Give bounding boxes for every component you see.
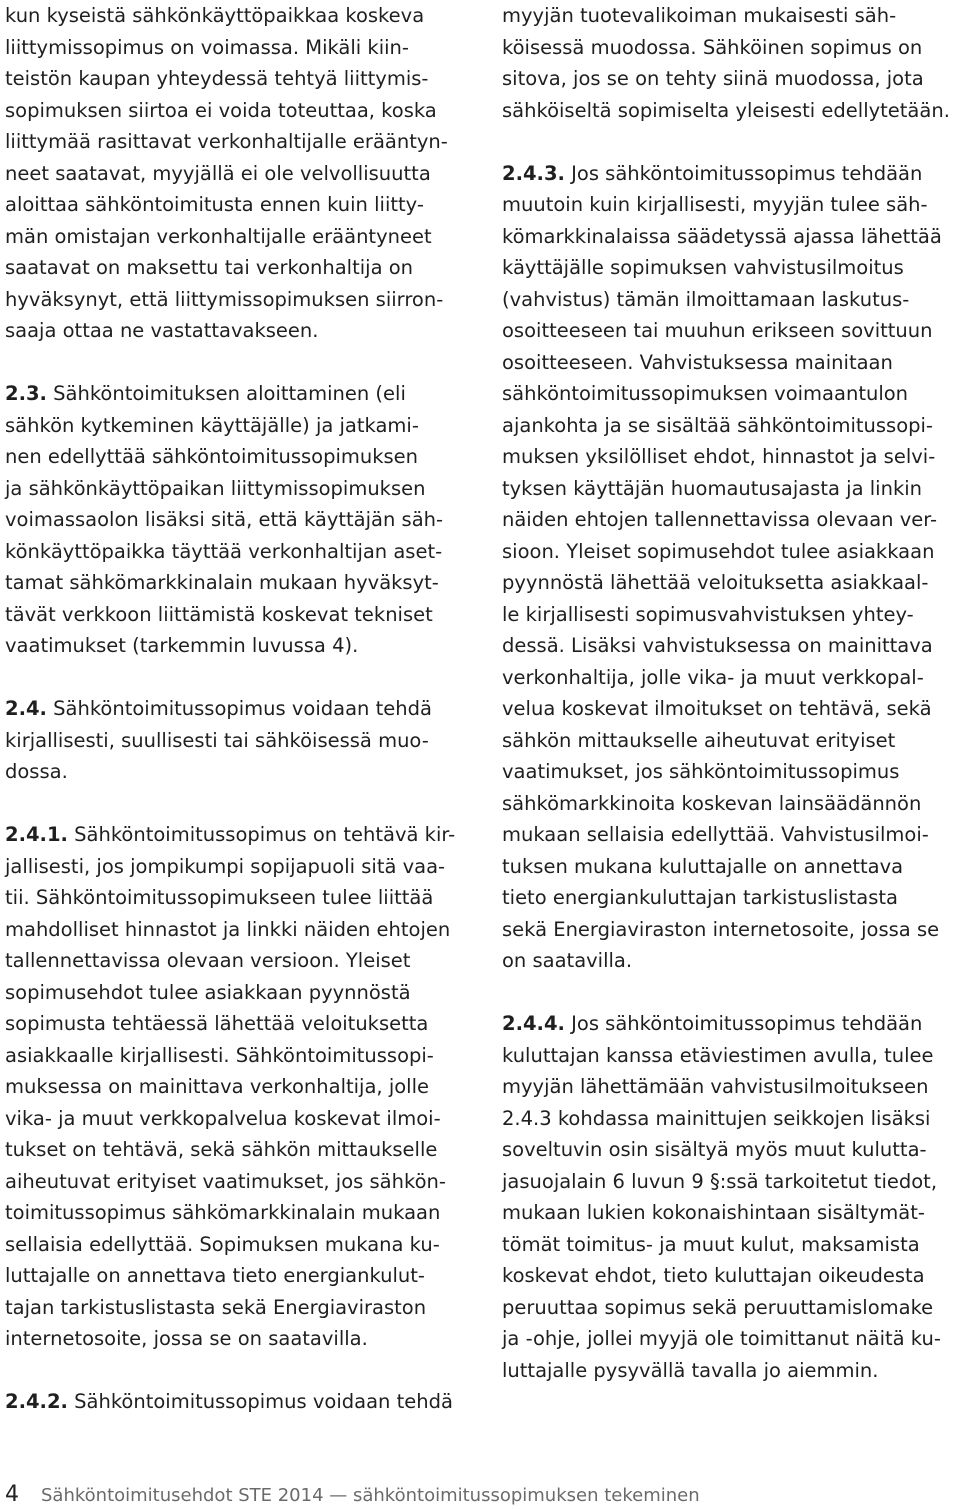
text-line [5, 378, 467, 410]
text-line: voimassaolon lisäksi sitä, että käyttäjän säh- [5, 508, 444, 531]
text-line: män omistajan verkonhaltijalle erääntyneet [5, 224, 432, 248]
text-fragment: Sähköntoimitussopimus voidaan tehdä [67, 1390, 453, 1413]
page-footer [5, 1483, 700, 1508]
text-line: muksen yksilölliset ehdot, hinnastot ja selvi- [502, 445, 936, 468]
section-number: 2.4.1. [5, 823, 68, 846]
text-line: tii. Sähköntoimitussopimukseen tulee liittää [5, 886, 434, 909]
text-line: sopimusta tehtäessä lähettää veloituksetta [5, 1012, 429, 1035]
text-line: sekä Energiaviraston internetosoite, jossa se [502, 917, 940, 941]
text-line: tajan tarkistuslistasta sekä Energiaviraston [5, 1295, 427, 1319]
text-line: dossa. [5, 760, 68, 783]
text-line: sähköntoimitussopimuksen voimaantulon [502, 382, 909, 405]
text-line: toimitussopimus sähkömarkkinalain mukaan [5, 1201, 441, 1224]
text-line: kun kyseistä sähkönkäyttöpaikkaa koskeva [5, 4, 425, 27]
text-line: sähkömarkkinoita koskevan lainsäädännön [502, 791, 922, 815]
section-number: 2.4.4. [502, 1012, 565, 1035]
text-line: internetosoite, jossa se on saatavilla. [5, 1327, 368, 1350]
text-line: osoitteeseen tai muuhun erikseen sovittuun [502, 319, 933, 342]
text-line: saaja ottaa ne vastattavakseen. [5, 319, 319, 342]
text-line: tieto energiankuluttajan tarkistuslistasta [502, 886, 898, 909]
text-line: sopimusehdot tulee asiakkaan pyynnöstä [5, 980, 411, 1004]
text-line: tallennettavissa olevaan versioon. Yleiset [5, 949, 411, 972]
text-line: tukset on tehtävä, sekä sähkön mittaukselle [5, 1138, 438, 1161]
text-line: soveltuvin osin sisältyä myös muut kulutta- [502, 1138, 927, 1161]
text-line: mukaan sellaisia edellyttää. Vahvistusilmoi- [502, 823, 929, 846]
text-fragment: Sähköntoimitussopimus on tehtävä kir- [67, 823, 456, 846]
text-line: asiakkaalle kirjallisesti. Sähköntoimitussopi- [5, 1043, 434, 1067]
text-line: (vahvistus) tämän ilmoittamaan laskutus- [502, 287, 910, 311]
text-line: verkonhaltija, jolle vika- ja muut verkkopal- [502, 665, 924, 689]
text-line: tömät toimitus- ja muut kulut, maksamista [502, 1232, 920, 1256]
text-line: dessä. Lisäksi vahvistuksessa on mainittava [502, 634, 933, 657]
text-line: on saatavilla. [502, 949, 633, 972]
section-2-4-4 [502, 1008, 960, 1386]
text-line: käyttäjälle sopimuksen vahvistusilmoitus [502, 256, 904, 279]
text-line: kömarkkinalaissa säädetyssä ajassa lähettää [502, 224, 942, 248]
section-number: 2.3. [5, 382, 47, 405]
text-line: myyjän tuotevalikoiman mukaisesti säh- [502, 4, 897, 27]
text-line: nen edellyttää sähköntoimitussopimuksen [5, 445, 419, 468]
text-line: peruuttaa sopimus sekä peruuttamislomake [502, 1295, 934, 1319]
text-fragment: Sähköntoimituksen aloittaminen (eli [46, 382, 406, 405]
left-column [5, 0, 467, 1418]
text-line: osoitteeseen. Vahvistuksessa mainitaan [502, 350, 893, 374]
text-line: tamat sähkömarkkinalain mukaan hyväksyt- [5, 571, 439, 594]
text-line: myyjän lähettämään vahvistusilmoitukseen [502, 1075, 929, 1098]
text-line [502, 1008, 960, 1040]
text-line: tävät verkkoon liittämistä koskevat tekniset [5, 602, 433, 626]
text-line: jallisesti, jos jompikumpi sopijapuoli sitä vaa- [5, 854, 446, 878]
text-line: velua koskevat ilmoitukset on tehtävä, sekä [502, 697, 932, 720]
section-2-4-3 [502, 158, 960, 977]
text-line: sitova, jos se on tehty siinä muodossa, jota [502, 67, 924, 90]
paragraph-continuation [5, 0, 467, 347]
text-line: ja -ohje, jollei myyjä ole toimittanut näitä ku- [502, 1327, 941, 1350]
section-2-4-1 [5, 819, 467, 1355]
text-line: saatavat on maksettu tai verkonhaltija on [5, 256, 414, 279]
text-line: muutoin kuin kirjallisesti, myyjän tulee säh- [502, 193, 928, 216]
text-line: sähkön kytkeminen käyttäjälle) ja jatkami- [5, 413, 419, 437]
paragraph-continuation [502, 0, 960, 126]
right-column [502, 0, 960, 1386]
section-number: 2.4.2. [5, 1390, 68, 1413]
text-line: liittymissopimus on voimassa. Mikäli kiin- [5, 35, 409, 59]
text-line: neet saatavat, myyjällä ei ole velvollisuutta [5, 161, 431, 185]
text-line: vika- ja muut verkkopalvelua koskevat ilmoi- [5, 1106, 441, 1130]
text-line: sellaisia edellyttää. Sopimuksen mukana ku- [5, 1232, 440, 1256]
text-line: koskevat ehdot, tieto kuluttajan oikeudesta [502, 1264, 925, 1287]
text-line: kirjallisesti, suullisesti tai sähköisessä muo- [5, 728, 429, 752]
footer-title: Sähköntoimitusehdot STE 2014 — sähköntoimitussopimuksen tekeminen [41, 1485, 700, 1506]
text-line: sioon. Yleiset sopimusehdot tulee asiakkaan [502, 539, 935, 563]
text-line: le kirjallisesti sopimusvahvistuksen yhtey- [502, 602, 914, 626]
text-line: teistön kaupan yhteydessä tehtyä liittymis- [5, 67, 429, 90]
text-line: liittymää rasittavat verkonhaltijalle erääntyn- [5, 130, 448, 153]
text-fragment: Sähköntoimitussopimus voidaan tehdä [46, 697, 432, 720]
text-line [5, 819, 467, 851]
text-line: muksessa on mainittava verkonhaltija, jolle [5, 1075, 430, 1098]
text-fragment: Jos sähköntoimitussopimus tehdään [564, 1012, 923, 1035]
text-line: mukaan lukien kokonaishintaan sisältymät- [502, 1201, 925, 1224]
text-line: köisessä muodossa. Sähköinen sopimus on [502, 35, 923, 59]
text-line: vaatimukset, jos sähköntoimitussopimus [502, 760, 900, 783]
text-line: tuksen mukana kuluttajalle on annettava [502, 854, 904, 878]
text-line [5, 693, 467, 725]
text-line: aiheutuvat erityiset vaatimukset, jos sähkön- [5, 1169, 446, 1193]
text-line: luttajalle on annettava tieto energiankulut- [5, 1264, 425, 1287]
section-2-3 [5, 378, 467, 662]
text-line: pyynnöstä lähettää veloituksetta asiakkaal- [502, 571, 929, 594]
text-line: kuluttajan kanssa etäviestimen avulla, tulee [502, 1043, 934, 1067]
text-fragment: Jos sähköntoimitussopimus tehdään [564, 161, 923, 185]
text-line [502, 158, 960, 190]
page-number: 4 [5, 1482, 19, 1507]
text-line: mahdolliset hinnastot ja linkki näiden ehtojen [5, 917, 451, 941]
text-line: näiden ehtojen tallennettavissa olevaan ver- [502, 508, 938, 531]
text-line [5, 1386, 467, 1418]
text-line: sähköiseltä sopimiselta yleisesti edellytetään. [502, 98, 950, 122]
text-line: luttajalle pysyvällä tavalla jo aiemmin. [502, 1358, 879, 1382]
section-number: 2.4.3. [502, 161, 565, 185]
text-line: ajankohta ja se sisältää sähköntoimitussopi- [502, 413, 933, 437]
text-line: tyksen käyttäjän huomautusajasta ja linkin [502, 476, 923, 500]
section-2-4 [5, 693, 467, 788]
text-line: sopimuksen siirtoa ei voida toteuttaa, koska [5, 98, 437, 122]
text-line: könkäyttöpaikka täyttää verkonhaltijan aset- [5, 539, 443, 563]
text-line: hyväksynyt, että liittymissopimuksen siirron- [5, 287, 444, 311]
text-line: 2.4.3 kohdassa mainittujen seikkojen lisäksi [502, 1106, 931, 1130]
section-number: 2.4. [5, 697, 47, 720]
text-line: jasuojalain 6 luvun 9 §:ssä tarkoitetut tiedot, [502, 1169, 938, 1193]
text-line: ja sähkönkäyttöpaikan liittymissopimuksen [5, 476, 426, 500]
text-line: aloittaa sähköntoimitusta ennen kuin liitty- [5, 193, 424, 216]
section-2-4-2 [5, 1386, 467, 1418]
text-line: sähkön mittaukselle aiheutuvat erityiset [502, 728, 896, 752]
text-line: vaatimukset (tarkemmin luvussa 4). [5, 634, 359, 657]
